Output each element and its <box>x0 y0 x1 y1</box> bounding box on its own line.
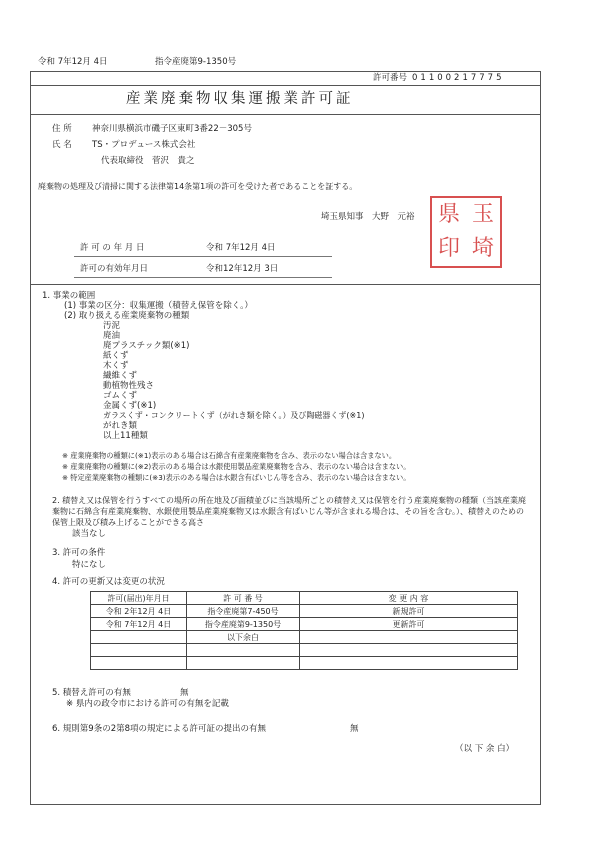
section6-value: 無 <box>350 724 359 734</box>
table-header-row <box>91 592 518 605</box>
section1-heading: 1. 事業の範囲 <box>42 291 96 301</box>
waste-type: 金属くず(※1) <box>103 401 157 411</box>
expiry-date-label: 許可の有効年月日 <box>80 264 149 274</box>
name-label: 氏 名 <box>52 140 72 150</box>
waste-type: 木くず <box>103 361 129 371</box>
asbestos-note: ※ 産業廃棄物の種類に(※1)表示のある場合は石綿含有産業廃棄物を含み、表示のない場合は含まない。 <box>62 451 397 460</box>
expiry-date-value: 令和12年12月 3日 <box>206 264 279 274</box>
table-cell: 以下余白 <box>187 631 300 644</box>
section3-heading: 3. 許可の条件 <box>52 548 106 558</box>
waste-type: 廃プラスチック類(※1) <box>103 341 190 351</box>
seal-char: 県 <box>437 202 460 227</box>
table-cell <box>91 657 187 670</box>
holder-representative: 代表取締役 菅沢 貴之 <box>101 156 195 166</box>
waste-type: 紙くず <box>103 351 129 361</box>
table-cell: 更新許可 <box>300 618 518 631</box>
section6-heading: 6. 規則第9条の2第8項の規定による許可証の提出の有無 <box>52 724 267 734</box>
section2-heading: 2. 積替え又は保管を行うすべての場所の所在地及び面積並びに当該場所ごとの積替え又は保管を行う産業廃棄物の種類（当該産業廃棄物に石綿含有産業廃棄物、水銀使用製品産業廃棄物又は水銀含有ばいじん等が含まれる場合は、その旨を含む。）、積替えのための保管上限及び積み上げることができる高さ <box>52 496 527 527</box>
waste-type: 汚泥 <box>103 321 121 331</box>
title-divider <box>30 114 541 115</box>
waste-type: ガラスくず・コンクリートくず（がれき類を除く。）及び陶磁器くず(※1) <box>103 411 365 420</box>
mercury-product-note: ※ 産業廃棄物の種類に(※2)表示のある場合は水銀使用製品産業廃棄物を含み、表示のない場合は含まない。 <box>62 462 411 471</box>
section3-value: 特になし <box>72 560 107 570</box>
permit-number-label: 許可番号 <box>373 73 408 83</box>
table-cell: 指令産廃第9-1350号 <box>187 618 300 631</box>
holder-address: 神奈川県横浜市磯子区東町3番22－305号 <box>92 124 252 134</box>
seal-char: 玉 <box>471 202 494 227</box>
table-cell <box>187 657 300 670</box>
section4-heading: 4. 許可の更新又は変更の状況 <box>52 577 165 587</box>
waste-type: がれき類 <box>103 421 138 431</box>
expiry-date-underline <box>74 277 332 278</box>
section5-value: 無 <box>180 688 189 698</box>
permit-history-table <box>90 591 518 670</box>
holder-company: TS・プロデュース株式会社 <box>92 140 196 150</box>
issuer-name: 埼玉県知事 大野 元裕 <box>321 212 415 222</box>
table-cell: 新規許可 <box>300 605 518 618</box>
table-cell <box>300 631 518 644</box>
end-of-document: （以 下 余 白） <box>455 744 515 754</box>
certification-statement: 廃棄物の処理及び清掃に関する法律第14条第1項の許可を受けた者であることを証する。 <box>38 182 358 191</box>
waste-type-total: 以上11種類 <box>103 431 148 441</box>
table-row <box>91 605 518 618</box>
issue-date-value: 令和 7年12月 4日 <box>206 243 276 253</box>
section2-value: 該当なし <box>72 529 107 539</box>
waste-type: 廃油 <box>103 331 121 341</box>
column-header: 変 更 内 容 <box>300 592 518 605</box>
table-cell <box>187 644 300 657</box>
document-date: 令和 7年12月 4日 <box>38 57 108 67</box>
seal-char: 印 <box>437 236 460 261</box>
waste-types-heading: (2) 取り扱える産業廃棄物の種類 <box>64 311 190 321</box>
table-cell <box>300 657 518 670</box>
issue-date-label: 許 可 の 年 月 日 <box>80 243 145 253</box>
section5-note: ※ 県内の政令市における許可の有無を記載 <box>66 699 229 709</box>
column-header: 許可(届出)年月日 <box>91 592 187 605</box>
address-label: 住 所 <box>52 124 72 134</box>
waste-type: 動植物性残さ <box>103 381 155 391</box>
table-row <box>91 631 518 644</box>
issue-date-underline <box>74 256 332 257</box>
table-row <box>91 618 518 631</box>
permit-number: 01100217775 <box>412 73 505 83</box>
business-category: (1) 事業の区分：収集運搬（積替え保管を除く。） <box>64 301 253 311</box>
table-cell: 令和 2年12月 4日 <box>91 605 187 618</box>
column-header: 許 可 番 号 <box>187 592 300 605</box>
mercury-dust-note: ※ 特定産業廃棄物の種類に(※3)表示のある場合は水銀含有ばいじん等を含み、表示のない場合は含まない。 <box>62 473 411 482</box>
certificate-title: 産業廃棄物収集運搬業許可証 <box>126 91 354 107</box>
table-cell <box>91 631 187 644</box>
table-cell: 令和 7年12月 4日 <box>91 618 187 631</box>
seal-char: 埼 <box>471 236 494 261</box>
waste-type: ゴムくず <box>103 391 138 401</box>
table-cell <box>300 644 518 657</box>
table-cell <box>91 644 187 657</box>
section5-heading: 5. 積替え許可の有無 <box>52 688 131 698</box>
table-cell: 指令産廃第7-450号 <box>187 605 300 618</box>
reference-number: 指令産廃第9-1350号 <box>155 57 237 67</box>
section-divider <box>30 284 541 285</box>
table-row <box>91 644 518 657</box>
table-row <box>91 657 518 670</box>
governor-seal <box>430 196 502 268</box>
waste-type: 繊維くず <box>103 371 138 381</box>
